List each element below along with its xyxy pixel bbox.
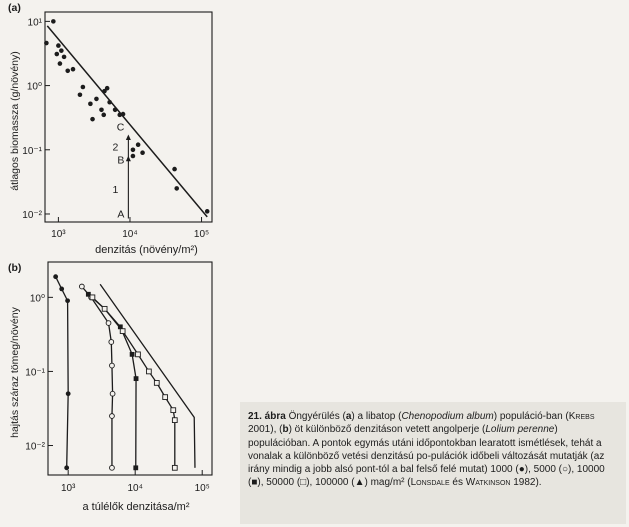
y-tick-label: 10¹ — [27, 17, 42, 29]
author-name: Watkinson — [465, 477, 511, 489]
data-point — [62, 55, 67, 60]
y-axis-label: átlagos biomassza (g/növény) — [9, 51, 21, 191]
author-name: Lonsdale — [410, 477, 450, 489]
series-marker — [53, 274, 58, 279]
data-point — [58, 61, 63, 66]
series-marker — [134, 376, 139, 381]
data-point — [54, 52, 59, 57]
figure-caption: 21. ábra Öngyérülés (a) a libatop (Chenopodium album) populáció-ban (Krebs 2001), (b) öt különböző denzitáson vetett angolperje (Lolium perenne) populációban. A pontok egymás utáni időpontokban learatott ismétlések, tehát a vonalak a különböző vetési denzitású po-pulációk időbeli változását mutatják (az irány mindig a jobb alsó pont-tól a bal felső felé mutat) 1000 (●), 5000 (○), 10000 (■), 50000 (□), 100000 (▲) mag/m² (Lonsdale és Watkinson 1982). — [248, 411, 605, 489]
x-tick-label: 10³ — [51, 229, 66, 240]
y-tick-label: 10⁰ — [26, 81, 42, 93]
x-tick-label: 10³ — [60, 483, 76, 494]
data-point — [101, 113, 106, 118]
y-tick-label: 10⁻² — [22, 209, 42, 221]
data-point — [205, 209, 210, 214]
trajectory-marker: A — [117, 208, 125, 221]
data-point — [81, 85, 86, 90]
series-marker — [109, 340, 114, 345]
series-marker — [136, 352, 141, 357]
series-marker — [110, 391, 115, 396]
figure-number: 21. ábra — [248, 411, 286, 422]
data-point — [131, 147, 136, 152]
data-point — [140, 150, 145, 155]
y-tick-label: 10⁻² — [25, 441, 45, 453]
trajectory-arrow — [126, 134, 131, 140]
series-marker — [172, 418, 177, 423]
panel-a-label: (a) — [8, 2, 21, 14]
series-marker — [79, 284, 84, 289]
series-line — [92, 297, 174, 467]
species-name: Chenopodium album — [401, 411, 494, 422]
series-marker — [133, 465, 138, 470]
data-point — [172, 167, 177, 172]
data-point — [174, 186, 179, 191]
series-marker — [65, 298, 70, 303]
data-point — [59, 48, 64, 53]
data-point — [78, 92, 83, 97]
x-tick-label: 10⁴ — [122, 229, 138, 240]
y-tick-label: 10⁰ — [29, 293, 45, 305]
data-point — [94, 97, 99, 102]
series-marker — [120, 329, 125, 334]
x-axis-label: denzitás (növény/m²) — [95, 244, 198, 256]
data-point — [44, 41, 49, 46]
data-point — [99, 107, 104, 112]
panel-b-frame — [48, 262, 212, 475]
species-name: Lolium perenne — [485, 424, 555, 436]
series-marker — [110, 465, 115, 470]
series-marker — [66, 391, 71, 396]
data-point — [113, 107, 118, 112]
trajectory-arrow — [126, 156, 131, 162]
data-point — [71, 67, 76, 72]
trajectory-segment-label: 1 — [112, 184, 119, 197]
author-name: Krebs — [568, 411, 595, 422]
series-marker — [110, 363, 115, 368]
series-marker — [64, 465, 69, 470]
panel-b-label: (b) — [8, 262, 22, 274]
series-line — [56, 277, 69, 468]
series-marker — [163, 395, 168, 400]
series-line — [100, 284, 195, 468]
data-point — [90, 117, 95, 122]
series-marker — [59, 287, 64, 292]
y-axis-label: hajtás száraz tömeg/növény — [9, 307, 21, 438]
trend-line — [47, 26, 207, 217]
x-tick-label: 10⁴ — [127, 483, 143, 494]
trajectory-marker: C — [116, 121, 125, 134]
data-point — [121, 112, 126, 117]
data-point — [107, 100, 112, 105]
trajectory-marker: B — [117, 154, 125, 167]
series-marker — [102, 306, 107, 311]
series-marker — [146, 369, 151, 374]
data-point — [65, 68, 70, 73]
trajectory-segment-label: 2 — [112, 141, 119, 154]
x-tick-label: 10⁵ — [193, 229, 210, 240]
x-axis-label: a túlélők denzitása/m² — [82, 501, 190, 513]
series-marker — [172, 465, 177, 470]
y-tick-label: 10⁻¹ — [25, 367, 45, 379]
series-marker — [154, 381, 159, 386]
y-tick-label: 10⁻¹ — [22, 145, 42, 157]
data-point — [51, 19, 56, 24]
data-point — [56, 43, 61, 48]
series-marker — [106, 321, 111, 326]
data-point — [105, 86, 110, 91]
x-tick-label: 10⁵ — [194, 483, 210, 494]
data-point — [131, 154, 136, 159]
series-marker — [130, 352, 135, 357]
data-point — [88, 102, 93, 107]
data-point — [136, 142, 141, 147]
series-marker — [171, 408, 176, 413]
series-marker — [90, 295, 95, 300]
series-marker — [110, 414, 115, 419]
